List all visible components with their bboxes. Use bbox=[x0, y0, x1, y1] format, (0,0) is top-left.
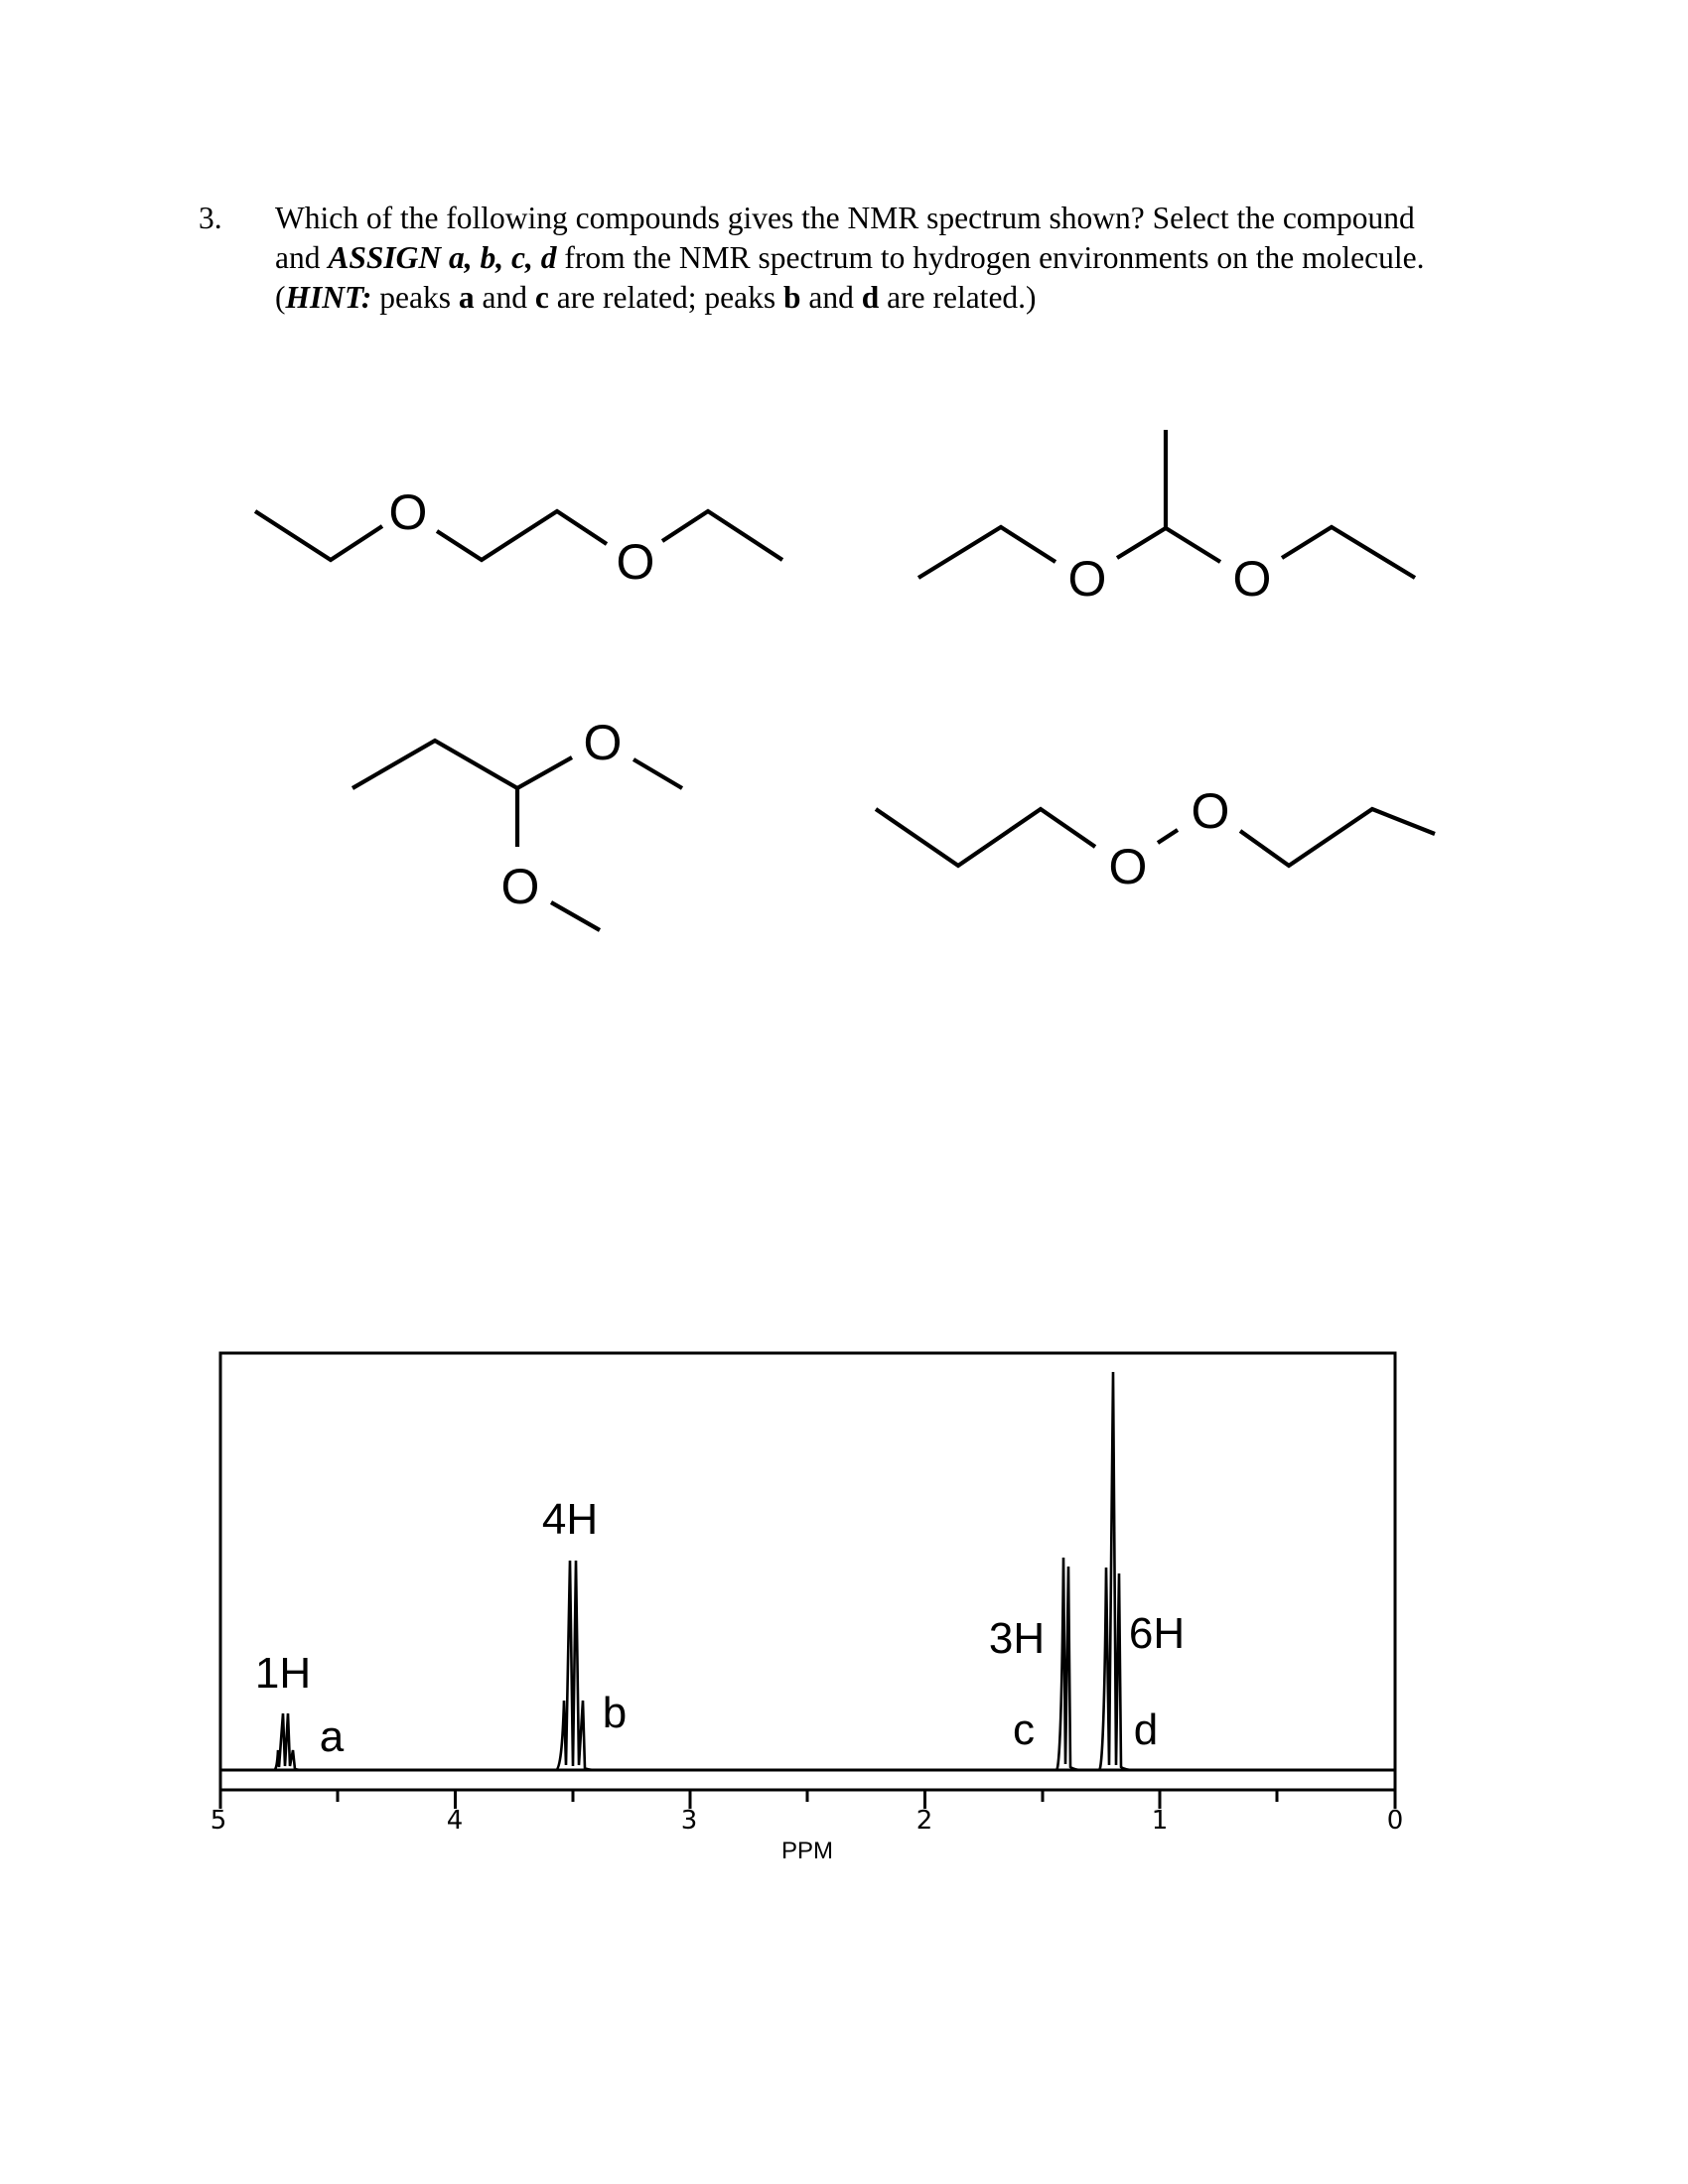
x-axis-label: PPM bbox=[780, 1838, 834, 1864]
bond bbox=[633, 759, 682, 788]
hint-label: HINT: bbox=[285, 280, 372, 315]
tick-label: 3 bbox=[680, 1806, 698, 1836]
bond bbox=[1240, 809, 1435, 866]
hint-peak-d: d bbox=[861, 280, 880, 315]
compound-1-structure[interactable] bbox=[255, 484, 782, 590]
bond bbox=[876, 809, 1095, 866]
x-axis-ticks bbox=[220, 1790, 1395, 1809]
oxygen-atom-label: O bbox=[500, 859, 540, 914]
oxygen-atom-label: O bbox=[1108, 839, 1148, 894]
tick-label: 4 bbox=[446, 1806, 464, 1836]
oxygen-atom-label: O bbox=[388, 484, 428, 540]
hint-text: and bbox=[800, 280, 862, 315]
compound-3-structure[interactable] bbox=[352, 715, 682, 930]
assign-emphasis: ASSIGN bbox=[328, 240, 442, 275]
peak-b-quartet bbox=[304, 1561, 596, 1770]
question-number: 3. bbox=[199, 201, 222, 235]
bond bbox=[551, 902, 600, 930]
tick-label: 1 bbox=[1151, 1806, 1169, 1836]
oxygen-atom-label: O bbox=[616, 534, 655, 590]
compound-4-structure[interactable] bbox=[876, 783, 1435, 894]
question-text: from the NMR spectrum to hydrogen environments on the molecule. bbox=[556, 240, 1425, 275]
compound-2-structure[interactable] bbox=[918, 430, 1415, 607]
hint-text: are related; peaks bbox=[548, 280, 783, 315]
hint-peak-b: b bbox=[782, 280, 801, 315]
bond bbox=[1117, 528, 1220, 562]
tick-label: 5 bbox=[210, 1806, 227, 1836]
peak-label-c: c bbox=[1013, 1706, 1035, 1754]
peak-letters-emphasis: a, b, c, d bbox=[441, 240, 557, 275]
bond bbox=[1282, 527, 1415, 578]
bond bbox=[918, 527, 1055, 578]
peak-label-a: a bbox=[319, 1712, 345, 1761]
hint-text: are related.) bbox=[879, 280, 1037, 315]
bond bbox=[437, 511, 607, 560]
spectrum-frame bbox=[220, 1353, 1395, 1790]
hint-peak-c: c bbox=[534, 280, 549, 315]
peak-c-doublet bbox=[596, 1558, 1082, 1770]
oxygen-atom-label: O bbox=[583, 715, 623, 770]
peak-label-d: d bbox=[1133, 1706, 1159, 1754]
peak-a-quartet bbox=[220, 1713, 304, 1770]
oxygen-atom-label: O bbox=[1232, 551, 1272, 607]
question-text: Which of the following compounds gives the NMR spectrum shown? Select the compound bbox=[275, 201, 1415, 235]
tick-label: 2 bbox=[915, 1806, 933, 1836]
paren: ( bbox=[275, 280, 286, 315]
bond bbox=[662, 511, 782, 560]
peak-d-triplet bbox=[1082, 1372, 1395, 1770]
nmr-spectrum bbox=[211, 1353, 1404, 1864]
bond bbox=[255, 511, 382, 560]
hint-text: peaks bbox=[371, 280, 459, 315]
x-axis-tick-labels bbox=[211, 1806, 1404, 1836]
bond bbox=[1158, 830, 1178, 843]
hint-text: and bbox=[474, 280, 535, 315]
tick-label: 0 bbox=[1386, 1806, 1404, 1836]
hint-peak-a: a bbox=[458, 280, 475, 315]
peak-label-b: b bbox=[602, 1689, 628, 1737]
integration-label-b: 4H bbox=[541, 1495, 599, 1544]
oxygen-atom-label: O bbox=[1191, 783, 1230, 839]
integration-label-c: 3H bbox=[988, 1614, 1046, 1663]
integration-label-d: 6H bbox=[1128, 1609, 1186, 1658]
integration-label-a: 1H bbox=[254, 1649, 312, 1698]
oxygen-atom-label: O bbox=[1067, 551, 1107, 607]
question-text: and bbox=[275, 240, 329, 275]
bond bbox=[352, 741, 572, 788]
